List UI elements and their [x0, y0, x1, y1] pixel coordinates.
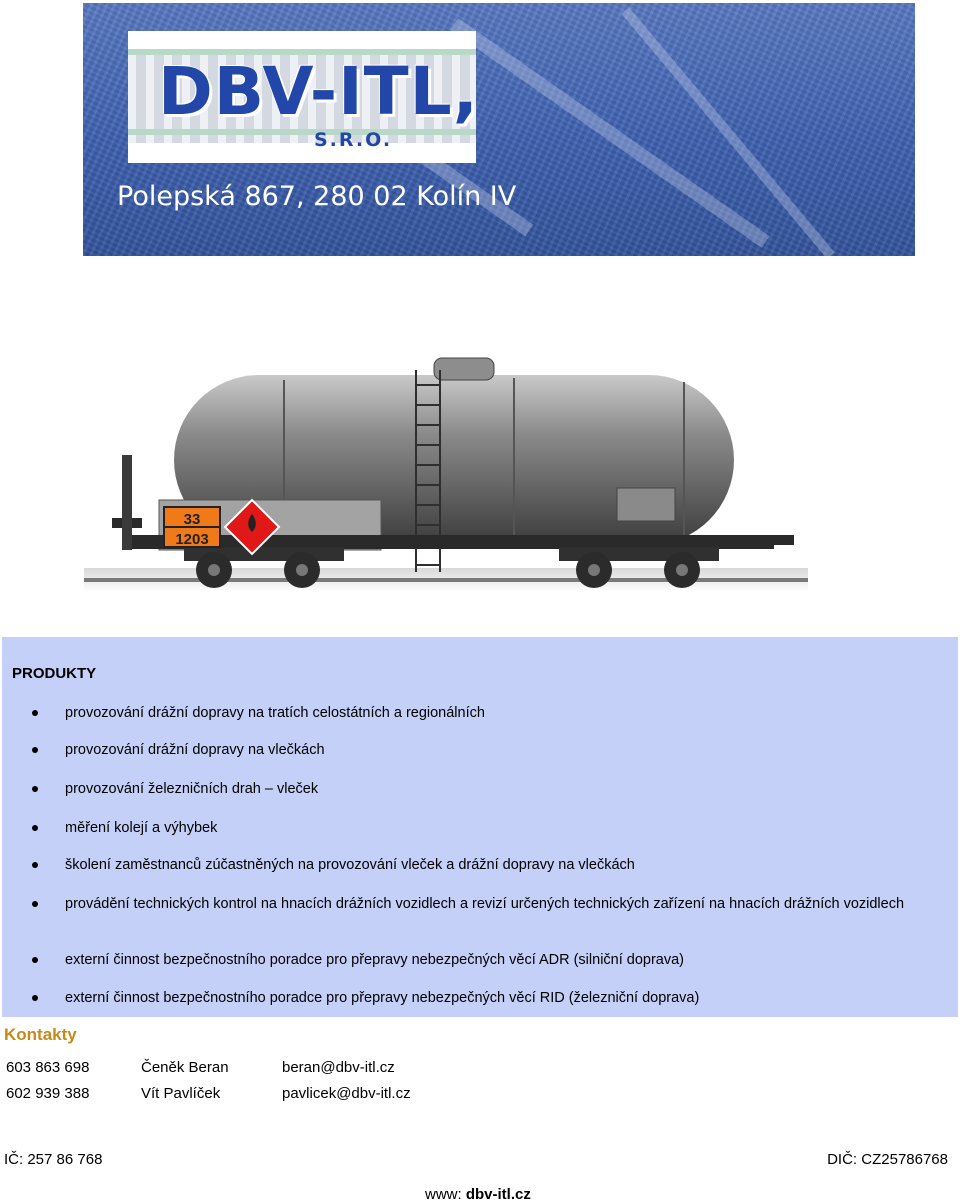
company-logo — [128, 31, 479, 163]
wheel-hub — [676, 564, 688, 576]
list-item-text: externí činnost bezpečnostního poradce pro přepravy nebezpečných věcí RID (železniční doprava) — [65, 990, 700, 1006]
logo-text: DBV-ITL, — [158, 53, 479, 130]
bullet-icon — [32, 710, 38, 716]
contact-name: Vít Pavlíček — [141, 1085, 221, 1102]
website-label: www: — [425, 1186, 462, 1203]
bullet-icon — [32, 825, 38, 831]
wheel-hub — [208, 564, 220, 576]
contact-email[interactable]: beran@dbv-itl.cz — [282, 1059, 395, 1076]
list-item-text: měření kolejí a výhybek — [65, 820, 218, 836]
wheel-hub — [588, 564, 600, 576]
contact-phone: 603 863 698 — [6, 1059, 90, 1076]
website-link[interactable]: dbv-itl.cz — [465, 1186, 531, 1203]
bullet-icon — [32, 786, 38, 792]
contact-name: Čeněk Beran — [141, 1059, 229, 1076]
wheel-hub — [296, 564, 308, 576]
left-post — [122, 455, 132, 550]
list-item-text: externí činnost bezpečnostního poradce pro přepravy nebezpečných věcí ADR (silniční doprava) — [65, 952, 685, 968]
website — [425, 1186, 531, 1203]
header-banner — [83, 3, 915, 256]
company-id: IČ: 257 86 768 — [4, 1151, 103, 1168]
bullet-icon — [32, 747, 38, 753]
products-panel — [2, 637, 958, 1017]
logo-subtext: S.R.O. — [314, 129, 393, 151]
bullet-icon — [32, 995, 38, 1001]
un-number: 1203 — [175, 531, 209, 548]
products-title: PRODUKTY — [12, 665, 97, 682]
rail — [84, 578, 808, 582]
bullet-icon — [32, 957, 38, 963]
company-address: Polepská 867, 280 02 Kolín IV — [117, 181, 517, 212]
hazard-code: 33 — [183, 511, 201, 528]
vat-id: DIČ: CZ25786768 — [827, 1151, 948, 1168]
contact-email[interactable]: pavlicek@dbv-itl.cz — [282, 1085, 411, 1102]
bullet-icon — [32, 901, 38, 907]
contacts-title: Kontakty — [4, 1025, 77, 1044]
list-item-text: provozování drážní dopravy na vlečkách — [65, 742, 325, 758]
contact-phone: 602 939 388 — [6, 1085, 90, 1102]
right-buffer — [764, 535, 794, 545]
bullet-icon — [32, 862, 38, 868]
tank-dome — [434, 358, 494, 380]
list-item-text: školení zaměstnanců zúčastněných na provozování vleček a drážní dopravy na vlečkách — [65, 857, 635, 873]
list-item-text: provádění technických kontrol na hnacích drážních vozidlech a revizí určených technických zařízení na hnacích drážních vozidlech — [65, 896, 905, 912]
list-item-text: provozování železničních drah – vleček — [65, 781, 319, 797]
right-box — [617, 488, 675, 521]
list-item-text: provozování drážní dopravy na tratích celostátních a regionálních — [65, 705, 485, 721]
underframe — [124, 535, 774, 549]
tank-wagon-illustration — [84, 330, 808, 592]
